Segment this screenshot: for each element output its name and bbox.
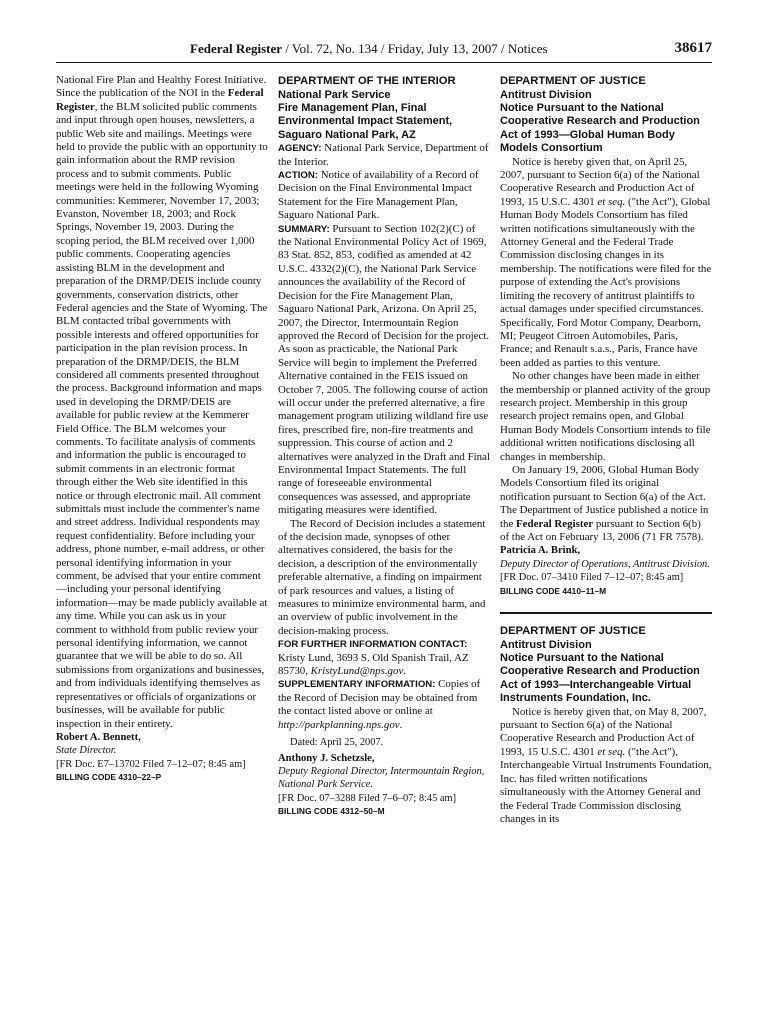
text-run: Kristy Lund, 3693 S. Old Spanish Trail, AZ 85730,: [278, 651, 469, 678]
et-seq: et seq.: [597, 195, 626, 208]
signer-title: Deputy Regional Director, Intermountain Region, National Park Service.: [278, 765, 485, 791]
notice-paragraph: [500, 464, 712, 544]
federal-register-ref: Federal Register: [516, 517, 594, 530]
text-run: .: [399, 718, 403, 731]
notice-paragraph: [500, 706, 712, 827]
et-seq: et seq.: [597, 745, 626, 758]
header-citation: [190, 41, 548, 57]
notice-paragraph: [500, 156, 712, 371]
billing-code: BILLING CODE 4312–50–M: [278, 806, 385, 817]
agency-block: [278, 142, 490, 169]
running-header: [56, 40, 712, 63]
text-run: .: [403, 665, 407, 678]
summary-block: [278, 223, 490, 518]
blm-comments-paragraph: [56, 74, 268, 731]
signer-name: Patricia A. Brink,: [500, 545, 581, 557]
text-run: ("the Act"), Global Human Body Models Consortium has filed written notifications simultaneously with the Attorney General and the Federal Trade Commission disclosing changes in its membership. The notifications were filed for the purpose of extending the Act's provisions limiting the recovery of antitrust plaintiffs to actual damages under specified circumstances. Specifically, Ford Motor Company, Dearborn, MI; Peugeot Citroen Automobiles, Paris, France; and Renault s.a.s., Paris, France have been added as parties to this venture.: [500, 195, 712, 369]
department-heading: DEPARTMENT OF JUSTICE: [500, 625, 646, 638]
signer-name: Anthony J. Schetzsle,: [278, 752, 375, 764]
text-run: ("the Act"), Interchangeable Virtual Instruments Foundation, Inc. has filed written notifications simultaneously with the Attorney General and the Federal Trade Commission disclosing changes in its: [500, 745, 712, 825]
notice-paragraph: No other changes have been made in either the membership or planned activity of the group research project. Membership in this group research project remains open, and Global Human Body Models Consortium intends to file additional written notifications disclosing all changes in membership.: [500, 370, 711, 463]
signer-title: State Director.: [56, 745, 117, 757]
column-1: [56, 74, 268, 785]
section-divider: [500, 612, 712, 614]
notice-title: Notice Pursuant to the National Cooperative Research and Production Act of 1993—Global Human Body Models Consortium: [500, 102, 700, 155]
notice-title: Fire Management Plan, Final Environmental Impact Statement, Saguaro National Park, AZ: [278, 102, 453, 141]
journal-name: Federal Register: [190, 41, 283, 56]
contact-block: [278, 638, 490, 678]
department-heading: DEPARTMENT OF JUSTICE: [500, 75, 646, 87]
supplementary-block: [278, 678, 490, 732]
summary-label: SUMMARY:: [278, 223, 330, 235]
text-run: Notice is hereby given that, on May 8, 2007, pursuant to Section 6(a) of the National Cooperative Research and Production Act of 1993, 15 U.S.C. 4301: [500, 705, 707, 758]
signer-name: Robert A. Bennett,: [56, 731, 141, 743]
text-run: Pursuant to Section 102(2)(C) of the National Environmental Policy Act of 1969, 83 Stat. 852, 853, codified as amended at 42 U.S.C. 4332(2)(C), the National Park Service announces the availability of the Record of Decision for the Fire Management Plan, Saguaro National Park, Arizona. On April 25, 2007, the Director, Intermountain Region approved the Record of Decision for the project. As soon as practicable, the National Park Service will begin to implement the Preferred Alternative contained in the FEIS issued on October 7, 2005. The following course of action will occur under the preferred alternative, a fire management program utilizing wildland fire use fires, prescribed fire, non-fire treatments and suppression. This course of action and 2 alternatives were analyzed in the Draft and Final Environmental Impact Statements. The full range of foreseeable environmental consequences was assessed, and appropriate mitigating measures were identified.: [278, 222, 490, 517]
park-planning-url: http://parkplanning.nps.gov: [278, 718, 400, 731]
billing-code: BILLING CODE 4310–22–P: [56, 772, 162, 783]
agency-heading: National Park Service: [278, 89, 391, 101]
issue-info: / Vol. 72, No. 134 / Friday, July 13, 2007 / Notices: [282, 41, 548, 56]
column-3: [500, 74, 712, 826]
fr-doc-citation: [FR Doc. E7–13702 Filed 7–12–07; 8:45 am]: [56, 758, 246, 770]
contact-email: KristyLund@nps.gov: [310, 665, 404, 678]
text-run: On January 19, 2006, Global Human Body Models Consortium filed its original notification pursuant to Section 6(a) of the Act. The Department of Justice published a notice in the: [500, 463, 709, 530]
dated-line: Dated: April 25, 2007.: [290, 737, 384, 749]
contact-label: FOR FURTHER INFORMATION CONTACT:: [278, 639, 468, 651]
text-run: Notice is hereby given that, on April 25, 2007, pursuant to Section 6(a) of the National Cooperative Research and Production Act of 1993, 15 U.S.C. 4301: [500, 155, 700, 208]
page-number: 38617: [674, 40, 712, 56]
action-label: ACTION:: [278, 170, 318, 182]
column-2: [278, 74, 490, 819]
agency-label: AGENCY:: [278, 143, 322, 155]
summary-paragraph-2: The Record of Decision includes a statement of the decision made, synopses of other alternatives considered, the basis for the decision, a description of the environmentally preferable alternative, a finding on impairment of park resources and values, a listing of measures to minimize environmental harm, and an overview of public involvement in the decision-making process.: [278, 517, 486, 637]
agency-heading: Antitrust Division: [500, 639, 592, 652]
supplementary-label: SUPPLEMENTARY INFORMATION:: [278, 679, 436, 691]
notice-title: Notice Pursuant to the National Cooperative Research and Production Act of 1993—Interchangeable Virtual Instruments Foundation, Inc.: [500, 652, 700, 705]
agency-heading: Antitrust Division: [500, 89, 592, 101]
text-run: National Fire Plan and Healthy Forest Initiative. Since the publication of the NOI in the: [56, 74, 267, 100]
federal-register-ref: Federal Register: [56, 87, 264, 113]
action-block: [278, 169, 490, 223]
department-heading: DEPARTMENT OF THE INTERIOR: [278, 75, 456, 87]
text-run: Notice of availability of a Record of Decision on the Final Environmental Impact Statement for the Fire Management Plan, Saguaro National Park.: [278, 169, 479, 222]
text-run: pursuant to Section 6(b) of the Act on February 13, 2006 (71 FR 7578).: [500, 517, 704, 543]
fr-doc-citation: [FR Doc. 07–3288 Filed 7–6–07; 8:45 am]: [278, 792, 457, 804]
text-run: National Park Service, Department of the Interior.: [278, 142, 489, 168]
billing-code: BILLING CODE 4410–11–M: [500, 585, 607, 596]
text-run: Copies of the Record of Decision may be obtained from the contact listed above or online at: [278, 678, 481, 718]
signer-title: Deputy Director of Operations, Antitrust Division.: [500, 558, 710, 570]
text-run: , the BLM solicited public comments and input through open houses, newsletters, a public Web site and mailings. Meetings were held to provide the public with an opportunity to gain information about the RMP revision process and to submit comments. Public meetings were held in the following Wyoming communities: Kemmerer, November 17, 2003; Evanston, November 18, 2003; and Rock Springs, November 19, 2003. During the scoping period, the BLM received over 1,000 public comments. Cooperating agencies assisting BLM in the development and preparation of the DRMP/DEIS include county governments, conservation districts, other Federal agencies and the State of Wyoming. The BLM contacted tribal governments with possible interests and offered opportunities for participation in the plan revision process. In preparation of the DRMP/DEIS, the BLM considered all comments presented throughout the process. Background information and maps used in developing the DRMP/DEIS are available for public review at the Kemmerer Field Office. The BLM welcomes your comments. To facilitate analysis of comments and information the public is encouraged to submit comments in an electronic format through either the Web site identified in this notice or through electronic mail. All comment submittals must include the commenter's name and street address. Individual respondents may request confidentiality. Before including your address, phone number, e-mail address, or other personal identifying information in your comment, be advised that your entire comment—including your personal identifying information—may be made publicly available at any time. While you can ask us in your comment to withhold from public review your personal identifying information, we cannot guarantee that we will be able to do so. All submissions from organizations and businesses, and from individuals identifying themselves as representatives or officials of organizations or businesses, will be available for public inspection in their entirety.: [56, 100, 268, 730]
fr-doc-citation: [FR Doc. 07–3410 Filed 7–12–07; 8:45 am]: [500, 572, 684, 584]
